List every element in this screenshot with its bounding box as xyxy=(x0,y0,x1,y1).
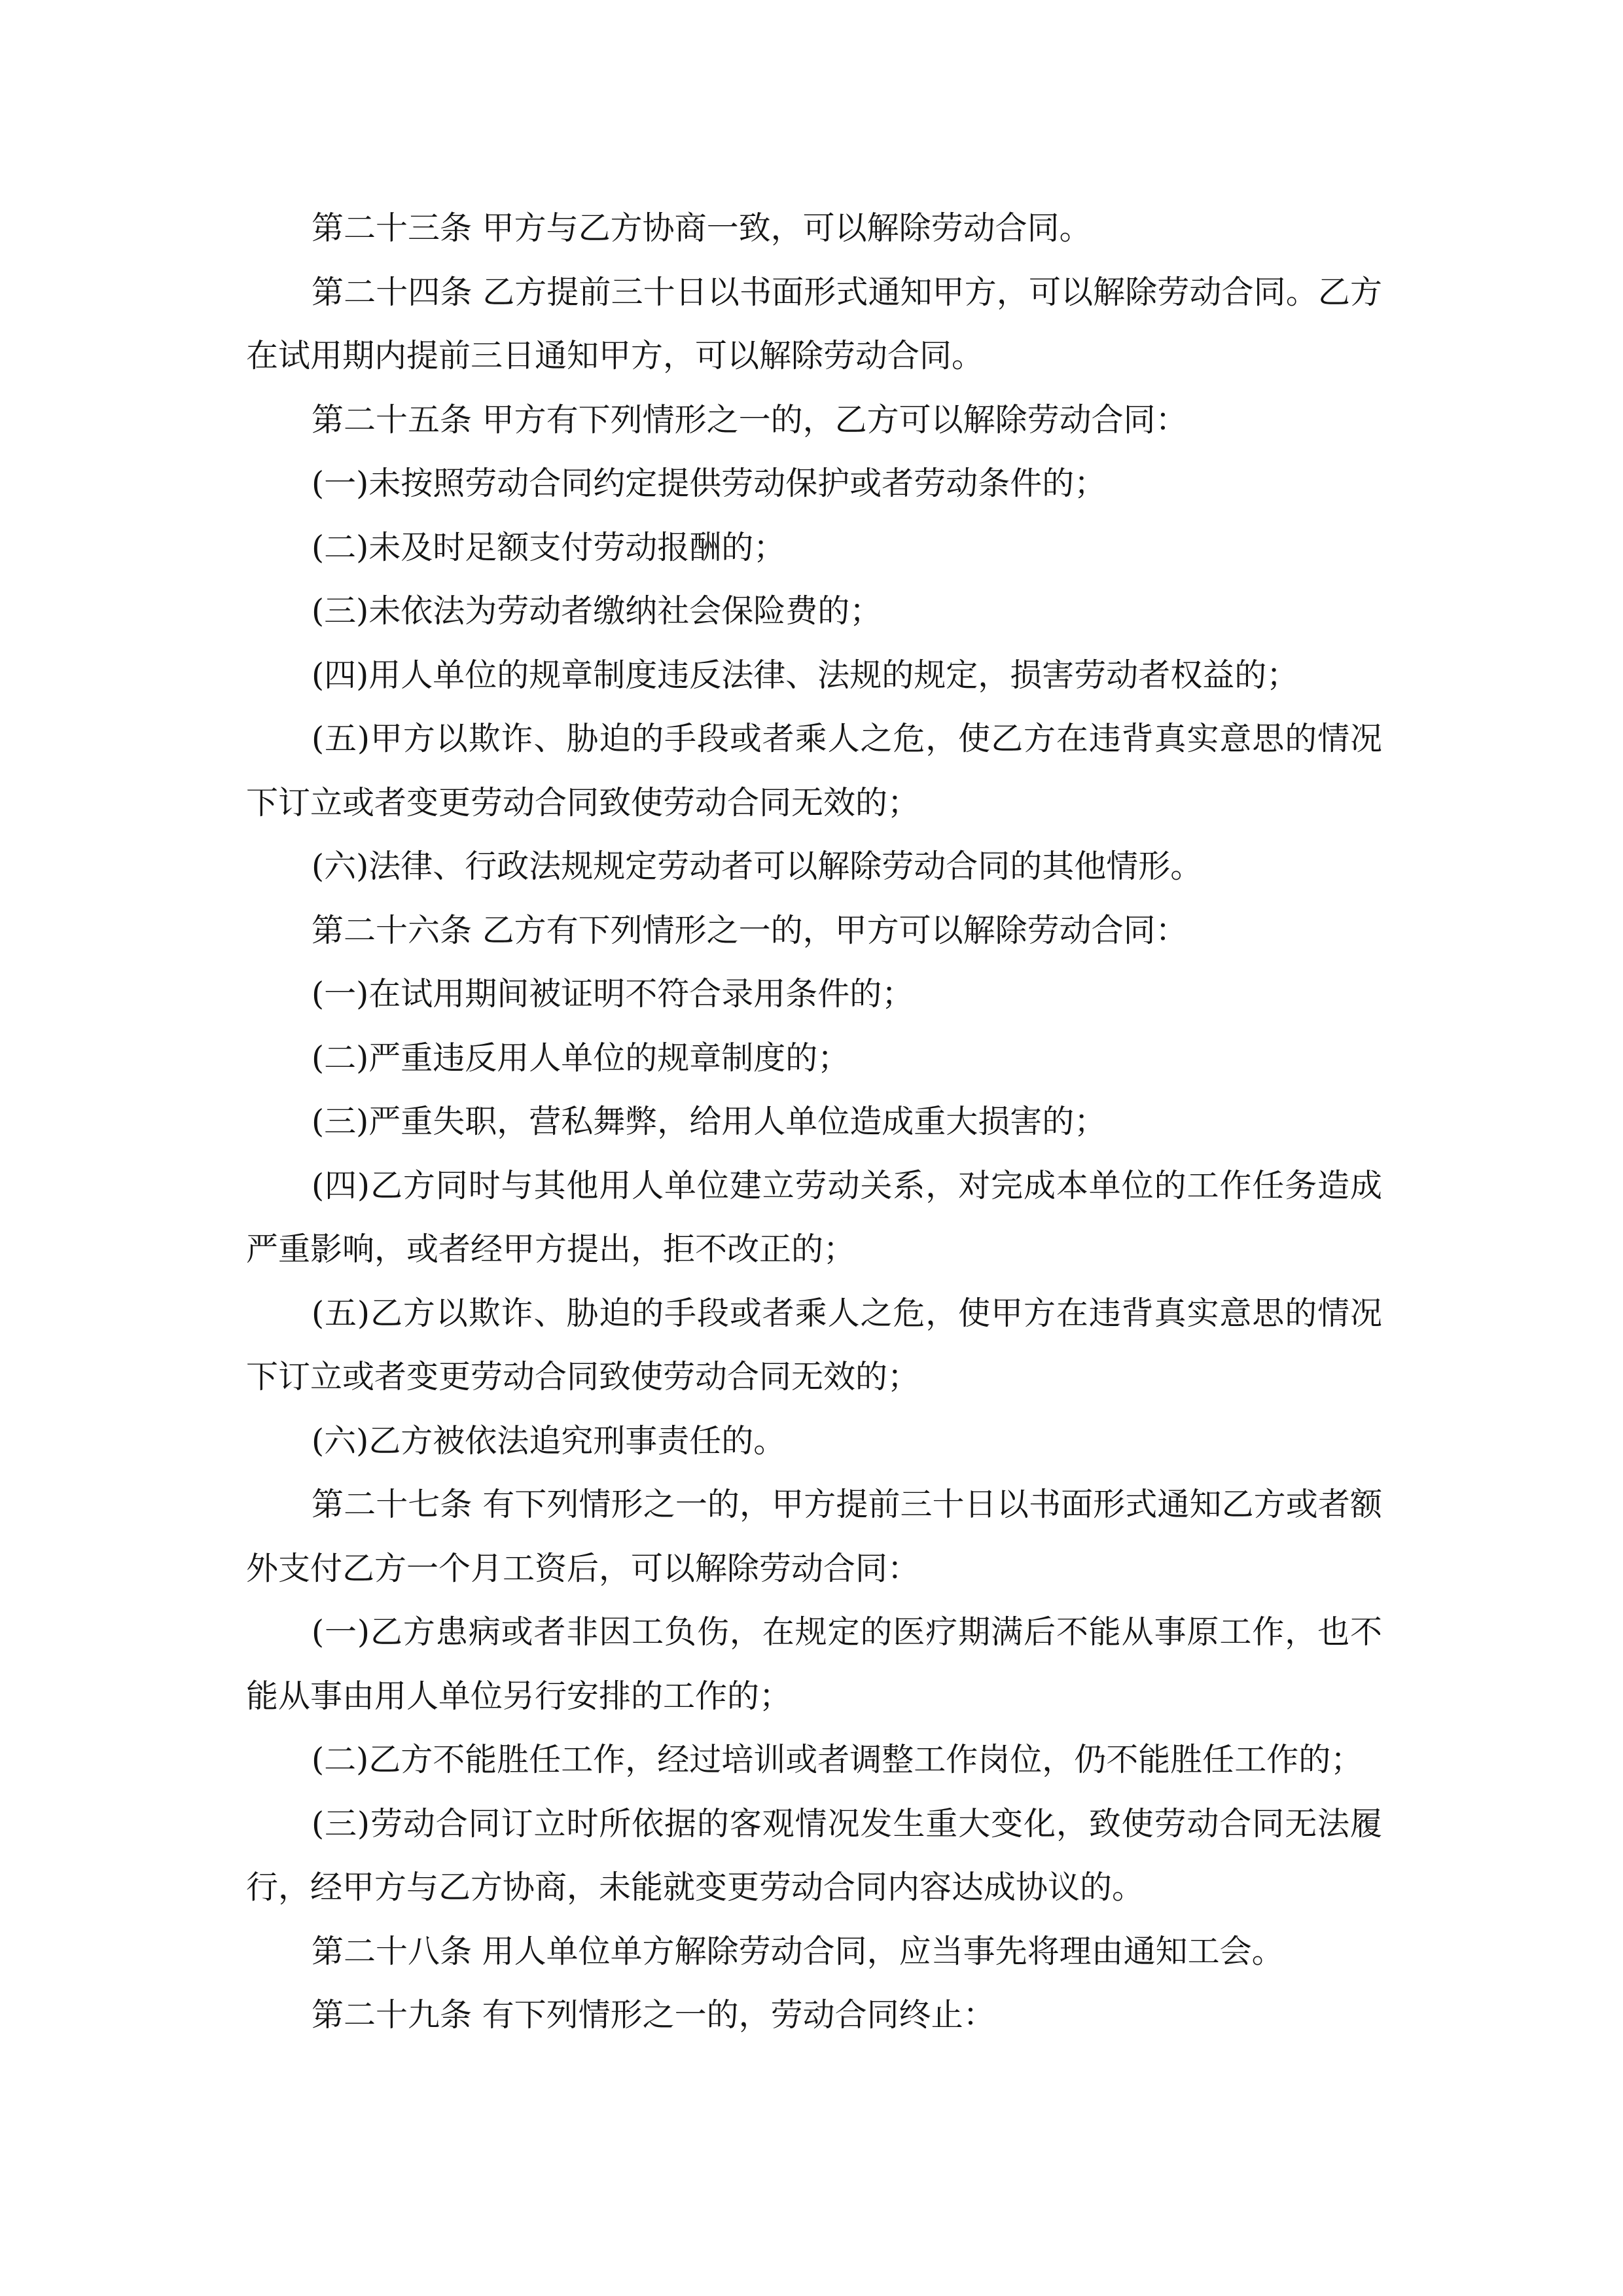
article-26-item-4: (四)乙方同时与其他用人单位建立劳动关系，对完成本单位的工作任务造成严重影响，或者经甲方提出，拒不改正的； xyxy=(246,1166,1382,1268)
article-26-item-5: (五)乙方以欺诈、胁迫的手段或者乘人之危，使甲方在违背真实意思的情况下订立或者变更劳动合同致使劳动合同无效的； xyxy=(246,1294,1382,1395)
article-26-item-2: (二)严重违反用人单位的规章制度的； xyxy=(312,1039,850,1077)
article-27: 第二十七条 有下列情形之一的，甲方提前三十日以书面形式通知乙方或者额外支付乙方一个月工资后，可以解除劳动合同： xyxy=(246,1486,1382,1587)
article-26-item-6: (六)乙方被依法追究刑事责任的。 xyxy=(312,1422,786,1460)
article-28: 第二十八条 用人单位单方解除劳动合同，应当事先将理由通知工会。 xyxy=(312,1932,1284,1970)
contract-body xyxy=(246,196,1382,2047)
article-25-item-1: (一)未按照劳动合同约定提供劳动保护或者劳动条件的； xyxy=(312,465,1107,502)
article-29: 第二十九条 有下列情形之一的，劳动合同终止： xyxy=(312,1996,995,2034)
article-25: 第二十五条 甲方有下列情形之一的，乙方可以解除劳动合同： xyxy=(312,401,1188,439)
article-26-item-3: (三)严重失职，营私舞弊，给用人单位造成重大损害的； xyxy=(312,1103,1107,1140)
article-26-item-1: (一)在试用期间被证明不符合录用条件的； xyxy=(312,975,914,1013)
article-27-item-3: (三)劳动合同订立时所依据的客观情况发生重大变化，致使劳动合同无法履行，经甲方与乙方协商，未能就变更劳动合同内容达成协议的。 xyxy=(246,1804,1382,1906)
article-27-item-1: (一)乙方患病或者非因工负伤，在规定的医疗期满后不能从事原工作，也不能从事由用人单位另行安排的工作的； xyxy=(246,1613,1382,1715)
article-23: 第二十三条 甲方与乙方协商一致，可以解除劳动合同。 xyxy=(312,209,1092,247)
article-25-item-4: (四)用人单位的规章制度违反法律、法规的规定，损害劳动者权益的； xyxy=(312,656,1299,694)
article-26: 第二十六条 乙方有下列情形之一的，甲方可以解除劳动合同： xyxy=(312,911,1188,949)
article-25-item-5: (五)甲方以欺诈、胁迫的手段或者乘人之危，使乙方在违背真实意思的情况下订立或者变更劳动合同致使劳动合同无效的； xyxy=(246,720,1382,821)
article-25-item-3: (三)未依法为劳动者缴纳社会保险费的； xyxy=(312,592,882,630)
article-27-item-2: (二)乙方不能胜任工作，经过培训或者调整工作岗位，仍不能胜任工作的； xyxy=(312,1741,1363,1778)
article-25-item-6: (六)法律、行政法规规定劳动者可以解除劳动合同的其他情形。 xyxy=(312,848,1203,885)
article-25-item-2: (二)未及时足额支付劳动报酬的； xyxy=(312,528,786,566)
article-24: 第二十四条 乙方提前三十日以书面形式通知甲方，可以解除劳动合同。乙方在试用期内提前三日通知甲方，可以解除劳动合同。 xyxy=(246,273,1382,374)
